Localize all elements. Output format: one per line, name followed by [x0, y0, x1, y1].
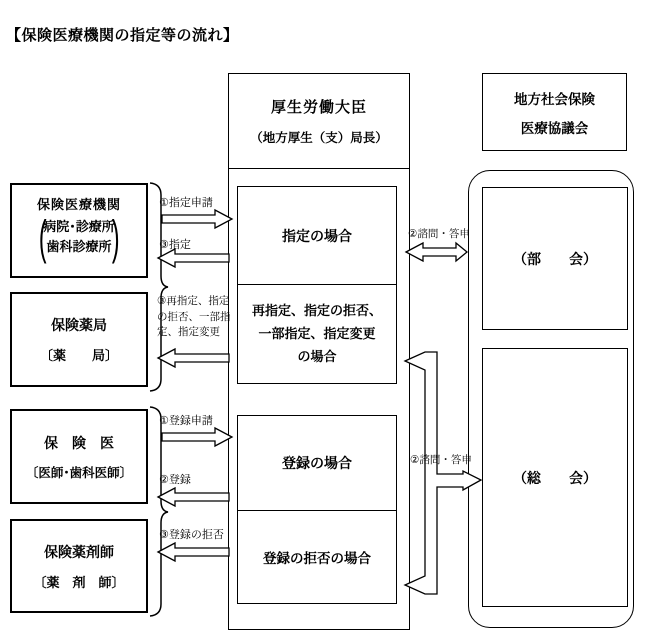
case-box-registration: 登録の場合 [238, 416, 396, 511]
doctor-title: 保 険 医 [44, 434, 114, 451]
page-title: 【保険医療機関の指定等の流れ】 [6, 27, 239, 44]
redesignation-line3: の場合 [297, 349, 337, 364]
soukai-box: （総 会） [482, 348, 628, 607]
arrow-consultation-top [406, 243, 467, 261]
arrow-consultation-branch [405, 352, 481, 594]
label-consultation-top: ②諮問・答申 [408, 228, 470, 240]
label-redesignation-line3: 定、指定変更 [157, 326, 220, 338]
label-designation-application: ①指定申請 [159, 197, 213, 209]
arrow-designation-application [162, 210, 232, 228]
left-paren-glyph: ( [38, 210, 47, 264]
minister-subtitle: （地方厚生（支）局長） [250, 131, 388, 145]
medical-sub-line2: 歯科診療所 [46, 239, 112, 254]
redesignation-line2: 一部指定、指定変更 [258, 326, 376, 341]
medical-institution-title: 保険医療機関 [36, 197, 121, 212]
pharmacist-sub: 〔薬 剤 師〕 [33, 574, 125, 590]
label-redesignation-line1: ③再指定、指定 [157, 295, 230, 307]
pharmacy-title: 保険薬局 [51, 317, 107, 333]
label-consultation-bottom: ②諮問・答申 [410, 454, 472, 466]
arrow-redesignation [158, 349, 229, 367]
label-registration-refusal: ③登録の拒否 [159, 529, 224, 541]
minister-title: 厚生労働大臣 [270, 99, 367, 116]
arrow-registration [158, 488, 229, 506]
case-box-designation: 指定の場合 [238, 187, 396, 285]
medical-sub-line1: 病院･診療所 [43, 219, 115, 234]
pharmacy-sub: 〔薬 局〕 [39, 348, 118, 363]
label-designation: ③指定 [159, 239, 191, 251]
label-registration: ②登録 [159, 474, 191, 486]
arrow-registration-refusal [158, 543, 229, 561]
bukai-box: （部 会） [482, 187, 628, 330]
redesignation-line1: 再指定、指定の拒否、 [251, 303, 382, 318]
label-redesignation [157, 294, 231, 341]
case-box-registration-refusal: 登録の拒否の場合 [263, 550, 371, 566]
arrow-registration-application [162, 428, 232, 446]
doctor-sub: 〔医師･歯科医師〕 [25, 465, 133, 480]
label-registration-application: ①登録申請 [159, 415, 213, 427]
council-title-line2: 医療協議会 [520, 120, 589, 136]
label-redesignation-line2: の拒否、一部指 [157, 310, 231, 323]
right-paren-glyph: ) [111, 210, 120, 264]
council-title-line1: 地方社会保険 [514, 91, 595, 107]
pharmacist-title: 保険薬剤師 [44, 543, 114, 560]
